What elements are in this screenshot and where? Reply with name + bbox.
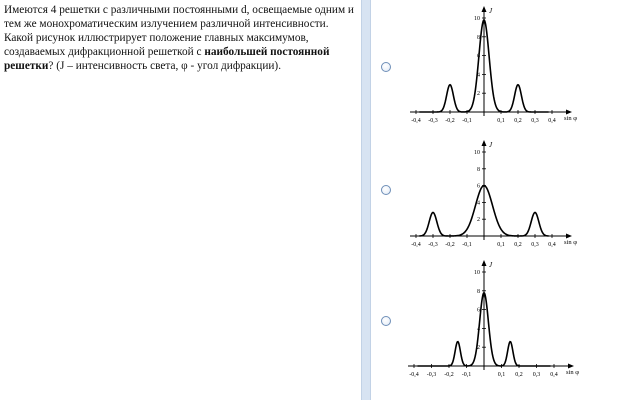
y-tick-label: 8: [477, 166, 480, 173]
y-tick-label: 6: [477, 307, 480, 314]
y-axis-arrow: [482, 140, 487, 146]
question-text-part2: ? (J – интенсивность света, φ - угол дифракции).: [48, 60, 282, 72]
y-tick-label: 2: [477, 217, 480, 224]
y-axis-label: J: [489, 7, 493, 15]
intensity-peak: [517, 84, 518, 85]
y-tick-label: 6: [477, 183, 480, 190]
question-text: [4, 3, 356, 73]
answer-option-1: [372, 0, 623, 133]
x-tick-label: 0,3: [532, 372, 541, 378]
x-tick-label: -0,4: [409, 372, 419, 378]
x-tick-label: -0,1: [462, 118, 472, 124]
x-tick-label: -0,2: [445, 118, 455, 124]
x-axis-label: sin φ: [564, 115, 577, 122]
y-tick-label: 10: [474, 150, 480, 156]
chart-option-1: [394, 0, 594, 133]
y-axis-label: J: [489, 261, 493, 269]
answer-option-2: [372, 133, 623, 266]
x-axis-label: sin φ: [564, 239, 577, 246]
chart-option-3: [394, 258, 594, 398]
intensity-peak: [483, 292, 484, 293]
x-axis-arrow: [566, 234, 572, 239]
intensity-peak: [457, 341, 458, 342]
x-tick-label: -0,3: [428, 118, 438, 124]
x-tick-label: 0,4: [548, 118, 556, 124]
x-tick-label: 0,4: [550, 372, 558, 378]
x-tick-label: -0,3: [426, 372, 437, 378]
x-tick-label: -0,1: [462, 242, 472, 248]
x-axis-label: sin φ: [566, 369, 579, 376]
x-tick-label: 0,3: [531, 242, 539, 248]
intensity-peak: [483, 19, 484, 20]
y-tick-label: 6: [477, 53, 480, 60]
y-tick-label: 2: [477, 345, 480, 352]
y-tick-label: 4: [477, 200, 480, 207]
y-tick-label: 10: [474, 270, 480, 276]
intensity-peak: [510, 341, 511, 342]
x-tick-label: -0,3: [428, 242, 438, 248]
answer-radio-3[interactable]: [381, 316, 391, 326]
y-tick-label: 4: [477, 326, 480, 333]
y-tick-label: 4: [477, 72, 480, 79]
y-tick-label: 2: [477, 91, 480, 98]
y-axis-arrow: [482, 6, 487, 12]
answer-option-3: [372, 258, 623, 400]
x-tick-label: 0,2: [514, 242, 522, 248]
intensity-peak: [449, 84, 450, 85]
question-text-bold: наибольшей постоянной решетки: [4, 46, 330, 72]
y-axis-arrow: [482, 260, 487, 266]
y-tick-label: 8: [477, 34, 480, 41]
y-tick-label: 10: [474, 16, 480, 22]
intensity-peak: [483, 185, 484, 186]
x-axis-arrow: [568, 364, 574, 369]
x-tick-label: 0,4: [548, 242, 556, 248]
intensity-peak: [432, 212, 433, 213]
panel-divider: [361, 0, 371, 400]
intensity-peak: [534, 212, 535, 213]
answer-radio-1[interactable]: [381, 62, 391, 72]
x-tick-label: -0,4: [411, 242, 421, 248]
x-tick-label: 0,1: [497, 372, 506, 378]
x-axis-arrow: [566, 110, 572, 115]
answers-panel: [372, 0, 623, 400]
x-tick-label: -0,2: [444, 372, 454, 378]
question-text-part1: Имеются 4 решетки с различными постоянными d, освещаемые одним и тем же монохроматическим излучением различной интенсивности. Какой рисунок иллюстрирует положение главных максимумов, создаваемых дифракционной решеткой с: [4, 4, 354, 58]
x-tick-label: -0,2: [445, 242, 455, 248]
x-tick-label: 0,2: [514, 118, 522, 124]
x-tick-label: 0,3: [531, 118, 539, 124]
x-tick-label: 0,1: [497, 242, 505, 248]
chart-option-2: [394, 138, 594, 268]
x-tick-label: 0,1: [497, 118, 505, 124]
x-tick-label: -0,1: [461, 372, 472, 378]
x-tick-label: -0,4: [411, 118, 421, 124]
x-tick-label: 0,2: [515, 372, 523, 378]
y-axis-label: J: [489, 141, 493, 149]
answer-radio-2[interactable]: [381, 185, 391, 195]
y-tick-label: 8: [477, 288, 480, 295]
